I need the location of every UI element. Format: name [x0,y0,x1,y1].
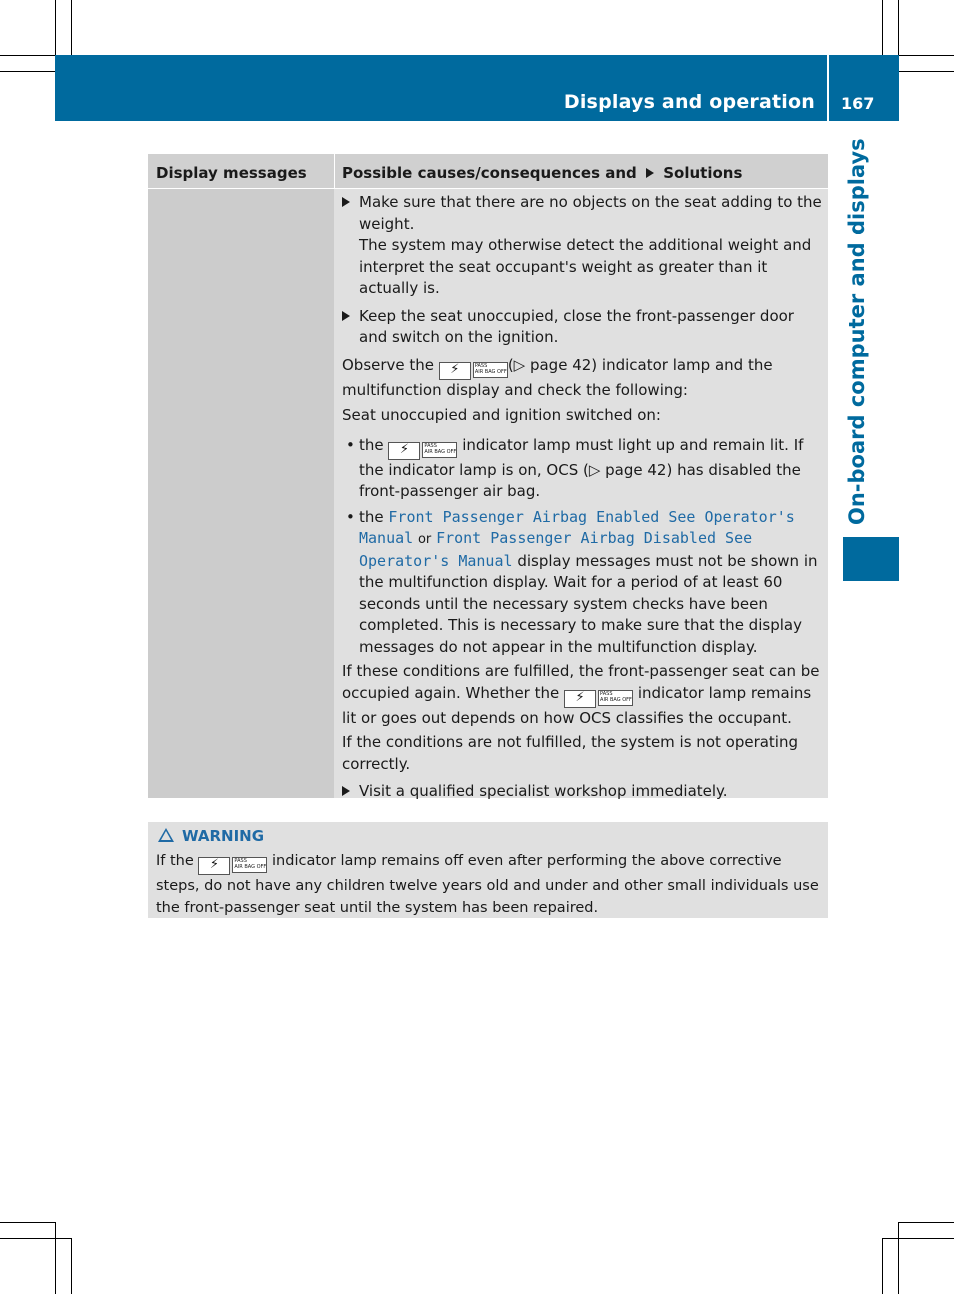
warning-header [158,827,264,845]
pass-air-bag-off-icon: PASS AIR BAG OFF [232,857,267,873]
list-item [342,435,824,503]
chapter-tab [843,537,899,581]
arrow-icon [342,311,350,321]
crop-mark [898,0,899,55]
list-item [342,306,824,349]
crop-mark [0,55,55,56]
paragraph [342,355,824,402]
header-divider [827,55,829,121]
chapter-title: On-board computer and displays [845,138,869,525]
crop-mark [0,1222,55,1223]
messages-table [148,154,828,798]
step-text: Keep the seat unoccupied, close the front-passenger door and switch on the ignition. [359,306,794,346]
solutions-content [342,192,824,803]
bullet-text: the ⚡ PASS AIR BAG OFF indicator lamp must light up and remain lit. If the indicator lamp is on, OCS (▷ page 42) has disabled the front-passenger air bag. [359,435,804,500]
col-header-solutions [342,164,742,182]
display-message-cell [148,189,334,798]
crop-mark [0,1238,71,1239]
arrow-icon [342,197,350,207]
list-item [342,507,824,659]
header-divider [334,154,335,188]
list-item [342,192,824,300]
bullet: • [346,435,355,454]
warning-box [148,822,828,918]
list-item [342,781,824,803]
crop-mark [882,1238,883,1294]
arrow-icon [342,786,350,796]
seat-occupant-icon: ⚡ [198,857,230,875]
crop-mark [0,71,55,72]
paragraph: Seat unoccupied and ignition switched on: [342,406,661,424]
crop-mark [71,0,72,55]
seat-occupant-icon: ⚡ [564,690,596,708]
paragraph: If the conditions are not fulfilled, the system is not operating correctly. [342,733,799,773]
crop-mark [899,1222,954,1223]
col-header-text: Possible causes/consequences and [342,164,637,182]
crop-mark [882,1238,954,1239]
warning-title: WARNING [182,827,265,845]
bullet: • [346,507,355,526]
crop-mark [71,1238,72,1294]
table-header-row [148,154,828,188]
text: (▷ page 42) indicator lamp and the multifunction display and check the following: [342,355,773,399]
pass-airbag-off-icon [564,686,633,708]
bullet-text: the Front Passenger Airbag Enabled See Operator's Manual or Front Passenger Airbag Disabled See Operator's Manual display messages must not be shown in the multifunction display. Wait for a period of at least 60 seconds until the necessary system checks have been completed. This is necessary to make sure that the display messages do not appear in the multifunction display. [359,507,818,656]
crop-mark [55,1222,56,1294]
section-title: Displays and operation [563,91,815,113]
seat-occupant-icon: ⚡ [388,442,420,460]
seat-occupant-icon: ⚡ [439,362,471,380]
warning-text: If the ⚡ PASS AIR BAG OFF indicator lamp remains off even after performing the above corrective steps, do not have any children twelve years old and under and other small individuals use the front-passenger seat until the system has been repaired. [156,853,819,916]
col-header-text: Solutions [663,164,743,182]
step-text: Make sure that there are no objects on the seat adding to the weight. [359,193,822,233]
crop-mark [882,0,883,55]
page-number: 167 [841,94,875,113]
pass-air-bag-off-icon: PASS AIR BAG OFF [422,442,457,458]
col-header-display-messages: Display messages [156,164,307,182]
crop-mark [899,71,954,72]
display-message: Front Passenger Airbag Disabled See Operator's Manual [359,529,753,570]
crop-mark [55,0,56,55]
warning-triangle-icon [158,828,174,842]
pass-air-bag-off-icon: PASS AIR BAG OFF [598,690,633,706]
pass-airbag-off-icon [388,438,457,460]
pass-airbag-off-icon [439,358,508,380]
crop-mark [898,1222,899,1294]
step-note: The system may otherwise detect the additional weight and interpret the seat occupant's weight as greater than it actually is. [359,236,812,297]
arrow-icon [646,168,654,178]
pass-air-bag-off-icon: PASS AIR BAG OFF [473,362,508,378]
crop-mark [899,55,954,56]
display-message: Front Passenger Airbag Enabled See Operator's Manual [359,507,795,547]
header-bar [55,55,899,121]
pass-airbag-off-icon [198,853,267,875]
step-text: Visit a qualified specialist workshop immediately. [359,782,728,800]
text: Observe the [342,355,435,374]
paragraph: If these conditions are fulfilled, the front-passenger seat can be occupied again. Whether the ⚡ PASS AIR BAG OFF indicator lamp remains lit or goes out depends on how OCS classifies the occupant. [342,662,820,727]
